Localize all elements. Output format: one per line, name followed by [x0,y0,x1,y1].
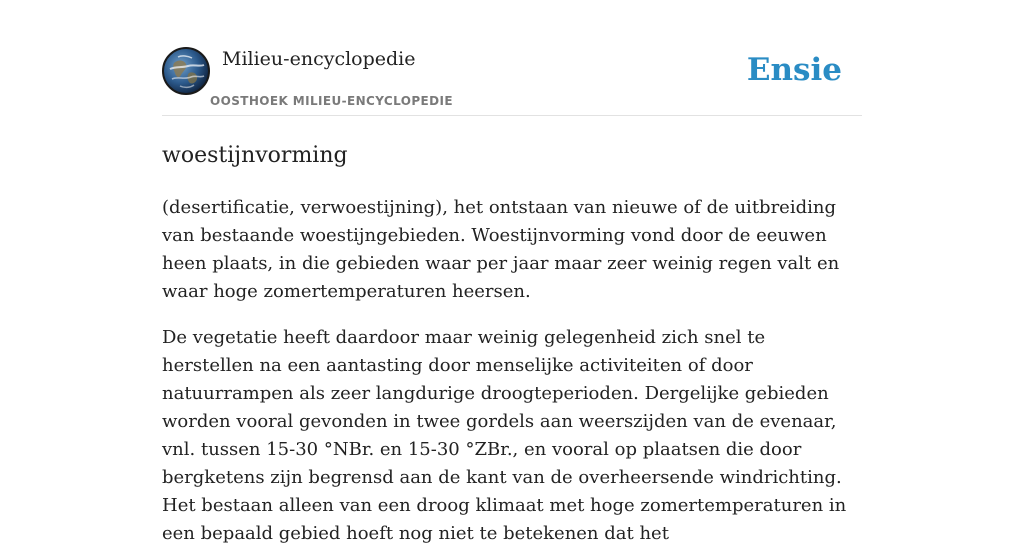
site-header [162,47,862,116]
site-title[interactable]: Milieu-encyclopedie [222,48,416,70]
ensie-brand-logo[interactable]: Ensie [746,52,842,88]
earth-globe-icon[interactable] [162,47,210,95]
page [162,0,862,548]
site-subtitle[interactable]: OOSTHOEK MILIEU-ENCYCLOPEDIE [210,94,453,108]
entry-paragraph-2: De vegetatie heeft daardoor maar weinig gelegenheid zich snel te herstellen na een aantasting door menselijke activiteiten of door natuurrampen als zeer langdurige droogteperioden. Dergelijke gebieden worden vooral gevonden in twee gordels aan weerszijden van de evenaar, vnl. tussen 15-30 °NBr. en 15-30 °ZBr., en vooral op plaatsen die door bergketens zijn begrensd aan de kant van de overheersende windrichting. Het bestaan alleen van een droog klimaat met hoge zomertemperaturen in een bepaald gebied hoeft nog niet te betekenen dat het [162,327,847,544]
entry-paragraph-1: (desertificatie, verwoestijning), het ontstaan van nieuwe of de uitbreiding van bestaande woestijngebieden. Woestijnvorming vond door de eeuwen heen plaats, in die gebieden waar per jaar maar zeer weinig regen valt en waar hoge zomertemperaturen heersen. [162,197,840,302]
entry-title: woestijnvorming [162,143,348,168]
